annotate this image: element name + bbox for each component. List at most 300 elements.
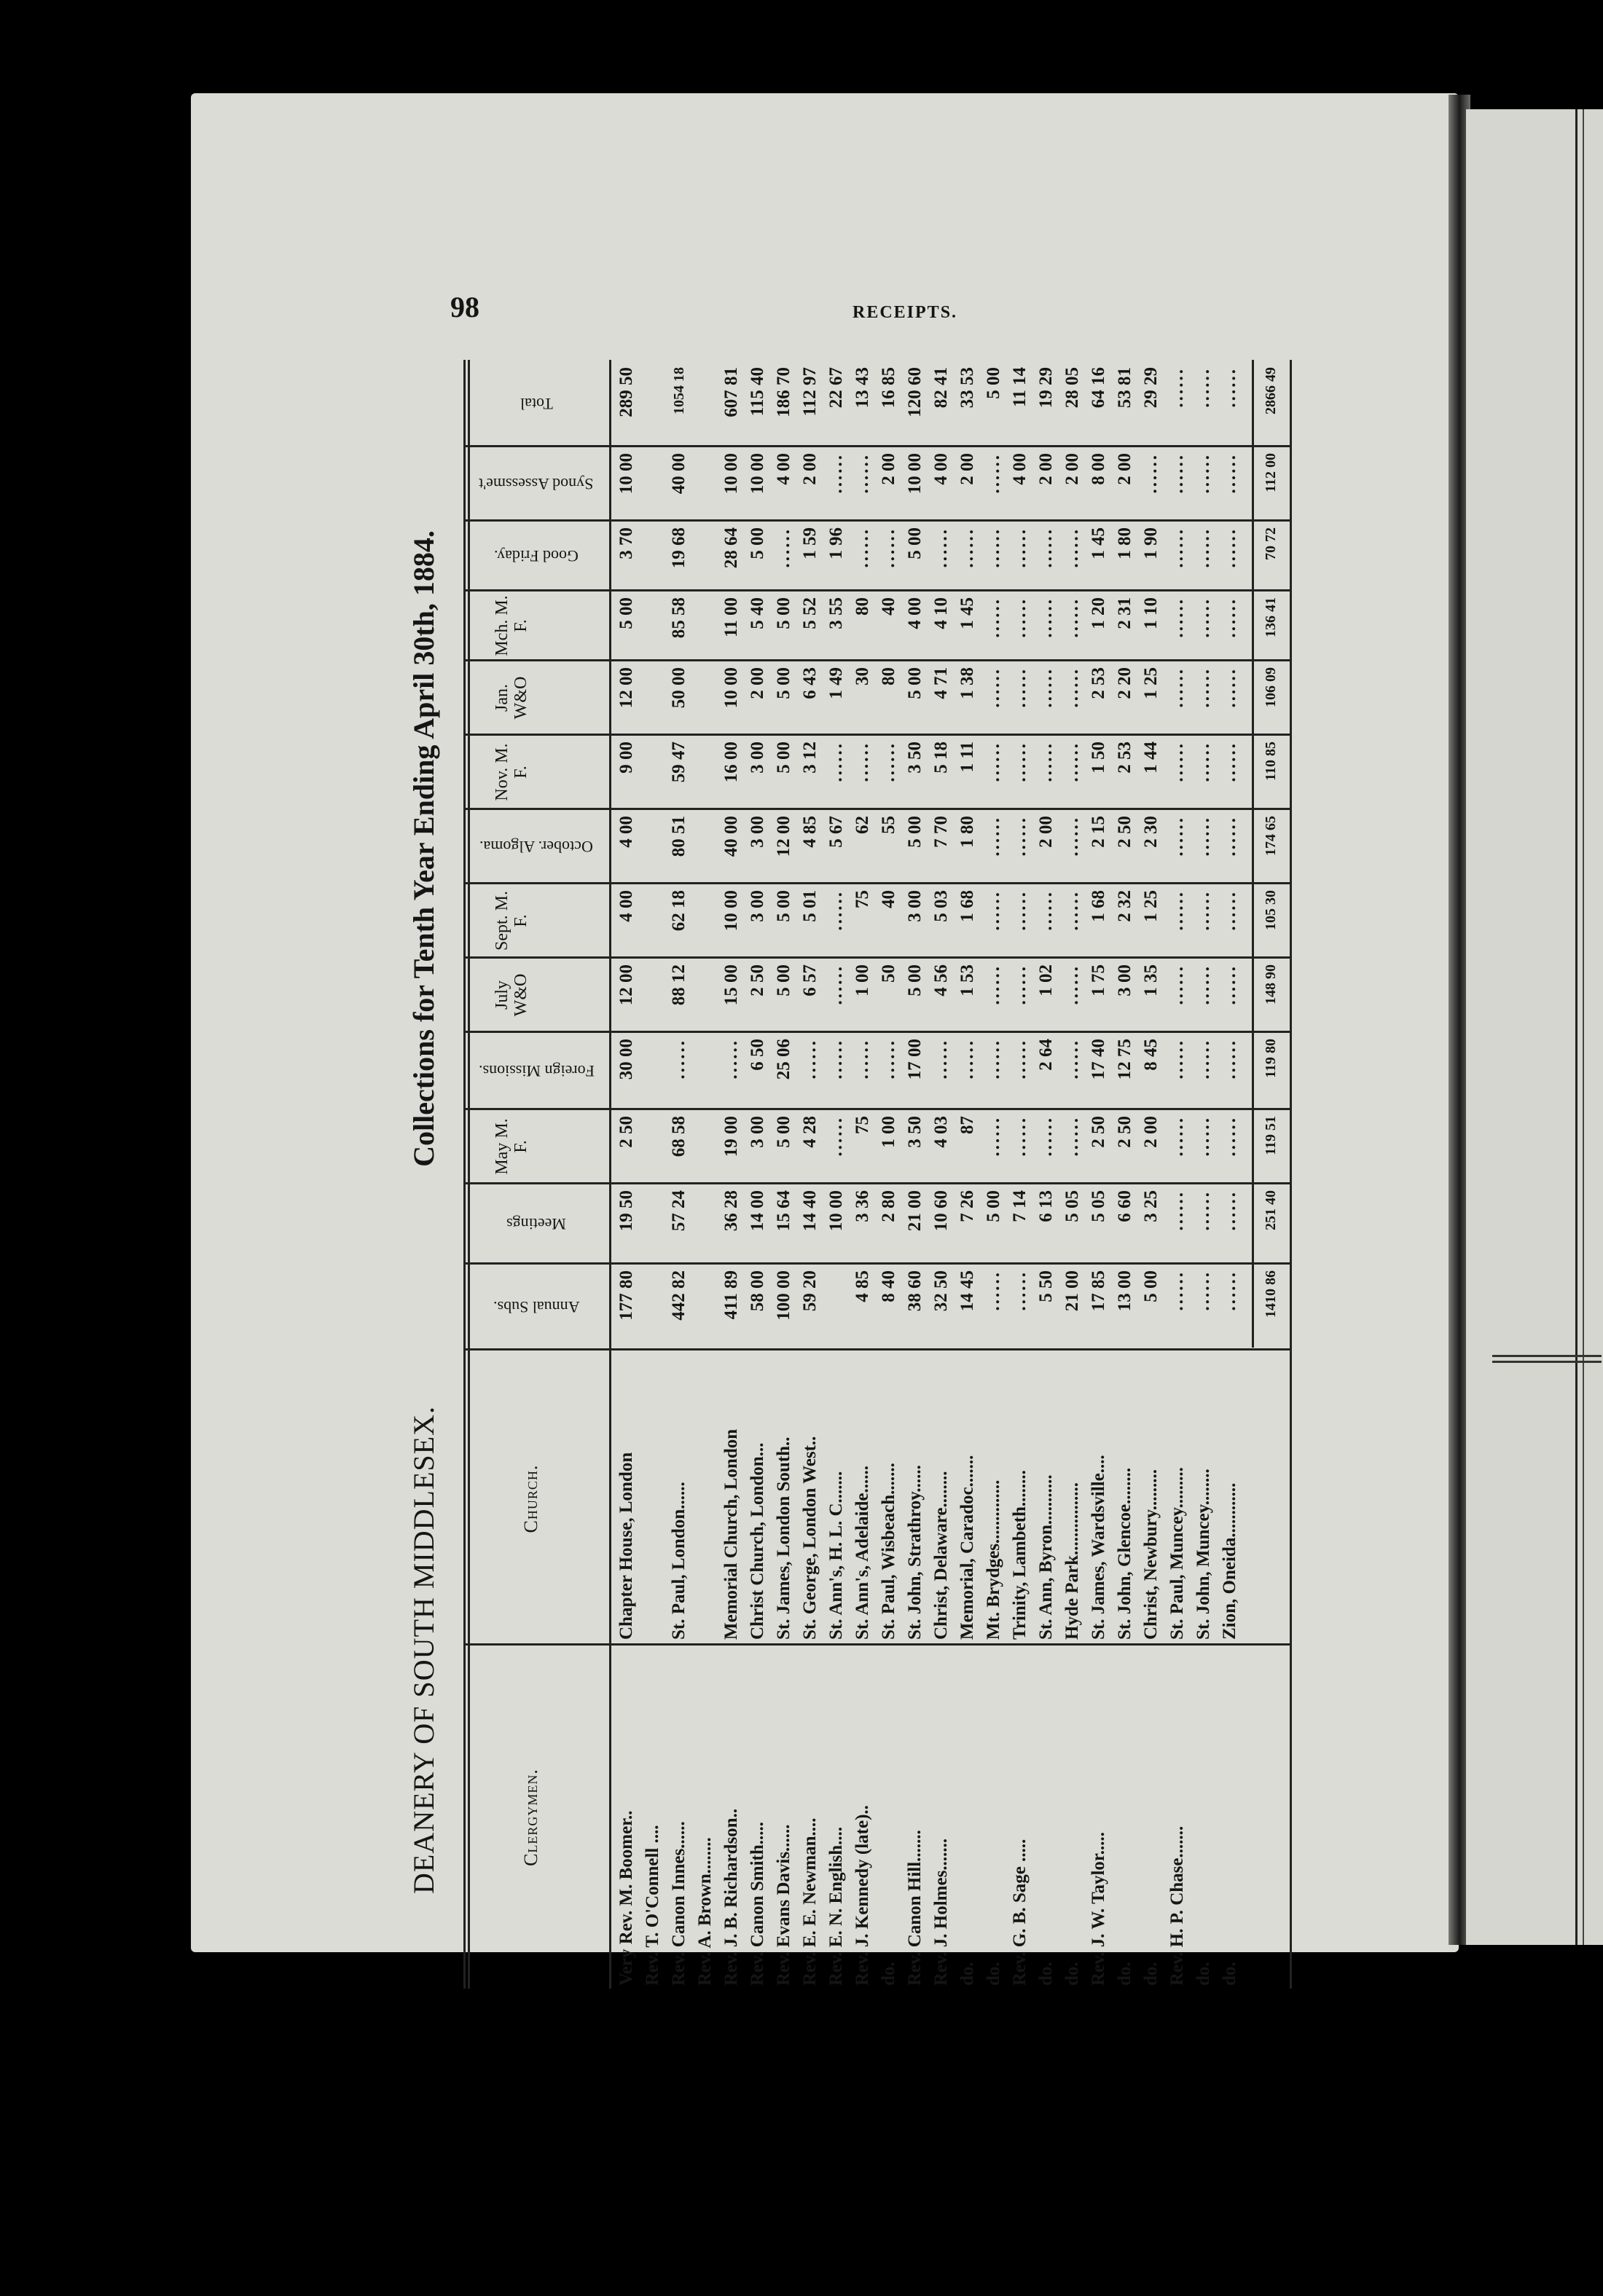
amount-cell: ......	[1167, 1039, 1187, 1080]
amount-cell: 1 10	[1141, 597, 1161, 629]
amount-cell: ......	[1010, 816, 1030, 857]
amount-cell: 4 00	[1010, 453, 1030, 485]
amount-cell: ......	[1167, 527, 1187, 568]
column-header-sept: Sept. M. F.	[493, 891, 530, 951]
amount-cell: 8 45	[1141, 1039, 1161, 1071]
column-header-label: Meetings	[506, 1215, 566, 1233]
amount-cell: 58 00	[748, 1270, 767, 1312]
amount-cell: ......	[984, 453, 1003, 494]
amount-cell: ......	[1010, 527, 1030, 568]
amount-cell: 2 50	[748, 964, 767, 996]
amount-cell: 25 06	[774, 1039, 793, 1080]
amount-cell: 28 64	[721, 527, 741, 569]
amount-cell: ......	[1062, 667, 1082, 708]
amount-cell: 5 00	[1141, 1270, 1161, 1302]
amount-cell: 88 12	[669, 964, 689, 1006]
clergyman-cell: Rev. J. W. Taylor.....	[1089, 1832, 1108, 1986]
church-cell: Christ Church, London...	[748, 1442, 767, 1640]
amount-cell: 3 00	[748, 742, 767, 774]
amount-cell: ......	[879, 527, 898, 568]
amount-cell: 4 00	[774, 453, 793, 485]
facing-page-rule	[1492, 1355, 1602, 1357]
amount-cell: 21 00	[1062, 1270, 1082, 1312]
amount-cell: 1 53	[957, 964, 977, 996]
clergyman-cell: Rev. Canon Innes......	[669, 1821, 689, 1986]
amount-cell: 17 40	[1089, 1039, 1108, 1080]
amount-cell: 40	[879, 597, 898, 616]
amount-cell: 2 00	[1115, 453, 1134, 485]
total-cell: 70 72	[1263, 527, 1279, 560]
amount-cell: 9 00	[616, 742, 636, 774]
amount-cell: 2 53	[1089, 667, 1108, 699]
church-cell: St. Paul, London......	[669, 1482, 689, 1640]
amount-cell: 2 53	[1115, 742, 1134, 774]
amount-cell: ......	[800, 1039, 820, 1080]
amount-cell: 40 00	[721, 816, 741, 857]
amount-cell: ......	[1220, 1039, 1239, 1080]
amount-cell: 5 00	[774, 1116, 793, 1148]
amount-cell: ......	[1194, 1190, 1213, 1231]
amount-cell: 1 02	[1036, 964, 1056, 996]
amount-cell: 2 00	[748, 667, 767, 699]
amount-cell: 7 70	[931, 816, 951, 848]
amount-cell: 50 00	[669, 667, 689, 709]
amount-cell: 36 28	[721, 1190, 741, 1232]
column-header-nov: Nov. M. F.	[493, 743, 530, 801]
amount-cell: ......	[1167, 1270, 1187, 1311]
amount-cell: ......	[826, 1039, 846, 1080]
amount-cell: ......	[1062, 1116, 1082, 1157]
amount-cell: ......	[1220, 667, 1239, 708]
amount-cell: 30 00	[616, 1039, 636, 1080]
amount-cell: 5 00	[905, 667, 925, 699]
amount-cell: 5 52	[800, 597, 820, 629]
amount-cell: 2 00	[1062, 453, 1082, 485]
clergyman-cell: do.	[879, 1962, 898, 1986]
amount-cell: ......	[1220, 453, 1239, 494]
amount-cell: ......	[853, 527, 872, 568]
amount-cell: ......	[931, 1039, 951, 1080]
amount-cell: 19 00	[721, 1116, 741, 1157]
amount-cell: 186 70	[774, 367, 793, 417]
amount-cell: ......	[1010, 1116, 1030, 1157]
amount-cell: 1 20	[1089, 597, 1108, 629]
amount-cell: 5 00	[905, 964, 925, 996]
amount-cell: 4 00	[931, 453, 951, 485]
amount-cell: 411 89	[721, 1270, 741, 1320]
amount-cell: 8 00	[1089, 453, 1108, 485]
amount-cell: 5 00	[774, 597, 793, 629]
amount-cell: ......	[984, 667, 1003, 708]
column-header-jan: Jan. W&O	[493, 676, 530, 720]
clergyman-cell: Very Rev. M. Boomer..	[616, 1810, 636, 1986]
amount-cell: ......	[1062, 964, 1082, 1005]
church-cell: St. Ann's, Adelaide......	[853, 1466, 872, 1640]
amount-cell: ......	[826, 964, 846, 1005]
clergyman-cell: do.	[1194, 1962, 1213, 1986]
amount-cell: 38 60	[905, 1270, 925, 1312]
amount-cell: 10 00	[721, 667, 741, 709]
amount-cell: ......	[957, 527, 977, 568]
church-cell: St. James, Wardsville....	[1089, 1455, 1108, 1640]
clergyman-cell: Rev. H. P. Chase.......	[1167, 1825, 1187, 1986]
church-cell: St. Ann's, H. L. C.......	[826, 1471, 846, 1640]
column-header-clergyman: Clergymen.	[520, 1769, 541, 1866]
amount-cell: 3 55	[826, 597, 846, 629]
amount-cell: 4 28	[800, 1116, 820, 1148]
amount-cell: 2 00	[1036, 816, 1056, 848]
amount-cell: ......	[1220, 597, 1239, 638]
church-cell: St. James, London South..	[774, 1436, 793, 1640]
amount-cell: 85 58	[669, 597, 689, 639]
amount-cell: 4 85	[800, 816, 820, 848]
amount-cell: ......	[853, 1039, 872, 1080]
amount-cell: ......	[1010, 597, 1030, 638]
amount-cell: ......	[1167, 453, 1187, 494]
clergyman-cell: Rev. E. E. Newman....	[800, 1817, 820, 1986]
amount-cell: ......	[1194, 367, 1213, 408]
amount-cell: 10 00	[748, 453, 767, 495]
amount-cell: ......	[1167, 890, 1187, 931]
amount-cell: 10 60	[931, 1190, 951, 1232]
amount-cell: ......	[1036, 527, 1056, 568]
amount-cell: 15 00	[721, 964, 741, 1006]
amount-cell: ......	[1194, 453, 1213, 494]
amount-cell: ......	[1010, 1270, 1030, 1311]
church-cell: St. John, Glencoe........	[1115, 1467, 1134, 1640]
amount-cell: 53 81	[1115, 367, 1134, 409]
amount-cell: ......	[1062, 1039, 1082, 1080]
amount-cell: 15 64	[774, 1190, 793, 1232]
amount-cell: ......	[1194, 1270, 1213, 1311]
amount-cell: ......	[879, 1039, 898, 1080]
amount-cell: ......	[1167, 367, 1187, 408]
amount-cell: 29 29	[1141, 367, 1161, 409]
church-cell: Christ, Newbury.........	[1141, 1469, 1161, 1640]
amount-cell: 14 00	[748, 1190, 767, 1232]
amount-cell: ......	[1220, 816, 1239, 857]
amount-cell: 19 50	[616, 1190, 636, 1232]
amount-cell: 5 01	[800, 890, 820, 922]
amount-cell: ......	[1062, 527, 1082, 568]
amount-cell: ......	[1194, 597, 1213, 638]
column-rule	[463, 808, 1290, 810]
amount-cell: 4 10	[931, 597, 951, 629]
amount-cell: 10 00	[826, 1190, 846, 1232]
amount-cell: 2 50	[1115, 1116, 1134, 1148]
amount-cell: ......	[1220, 527, 1239, 568]
amount-cell: ......	[1141, 453, 1161, 494]
amount-cell: 12 00	[774, 816, 793, 857]
total-cell: 110 85	[1263, 742, 1279, 781]
amount-cell: ......	[1167, 742, 1187, 782]
amount-cell: 75	[853, 890, 872, 908]
amount-cell: ......	[957, 1039, 977, 1080]
amount-cell: 59 47	[669, 742, 689, 783]
amount-cell: 5 00	[905, 527, 925, 559]
amount-cell: 1 90	[1141, 527, 1161, 559]
amount-cell: ......	[1010, 667, 1030, 708]
column-header-october	[471, 811, 602, 881]
amount-cell: 87	[957, 1116, 977, 1134]
total-cell: 1410 86	[1263, 1270, 1279, 1318]
amount-cell: 1 11	[957, 742, 977, 773]
amount-cell: ......	[1010, 890, 1030, 931]
amount-cell: 3 00	[1115, 964, 1134, 996]
amount-cell: 30	[853, 667, 872, 685]
amount-cell: ......	[1036, 1116, 1056, 1157]
amount-cell: 4 00	[616, 890, 636, 922]
church-cell: Memorial, Caradoc.......	[957, 1455, 977, 1640]
column-header-foreign	[471, 1034, 602, 1107]
amount-cell: ......	[853, 453, 872, 494]
amount-cell: 1 50	[1089, 742, 1108, 774]
amount-cell: 6 43	[800, 667, 820, 699]
total-cell: 148 90	[1263, 964, 1279, 1004]
amount-cell: ......	[1194, 1039, 1213, 1080]
total-cell: 112 00	[1263, 453, 1279, 492]
clergyman-cell: do.	[1036, 1962, 1056, 1986]
amount-cell: 1 25	[1141, 890, 1161, 922]
amount-cell: 17 85	[1089, 1270, 1108, 1312]
amount-cell: 120 60	[905, 367, 925, 417]
amount-cell: 75	[853, 1116, 872, 1134]
amount-cell: 442 82	[669, 1270, 689, 1321]
amount-cell: 2 32	[1115, 890, 1134, 922]
amount-cell: ......	[721, 1039, 741, 1080]
amount-cell: 5 18	[931, 742, 951, 774]
amount-cell: 1 44	[1141, 742, 1161, 774]
amount-cell: 6 50	[748, 1039, 767, 1071]
amount-cell: ......	[879, 742, 898, 782]
amount-cell: ......	[984, 1116, 1003, 1157]
amount-cell: ......	[1194, 816, 1213, 857]
amount-cell: ......	[1010, 1039, 1030, 1080]
amount-cell: 82 41	[931, 367, 951, 409]
amount-cell: ......	[1220, 964, 1239, 1005]
amount-cell: ......	[826, 453, 846, 494]
amount-cell: 13 00	[1115, 1270, 1134, 1312]
amount-cell: 1 96	[826, 527, 846, 559]
amount-cell: ......	[1167, 597, 1187, 638]
amount-cell: 5 50	[1036, 1270, 1056, 1302]
total-cell: 136 41	[1263, 597, 1279, 637]
column-header-church: Church.	[520, 1464, 541, 1533]
amount-cell: 80	[879, 667, 898, 685]
amount-cell: 4 85	[853, 1270, 872, 1302]
total-cell: 105 30	[1263, 890, 1279, 930]
clergyman-cell: Rev. J. Holmes.......	[931, 1838, 951, 1986]
amount-cell: ......	[984, 742, 1003, 782]
amount-cell: 1 35	[1141, 964, 1161, 996]
clergyman-cell: Rev. Evans Davis......	[774, 1824, 793, 1986]
table-rule	[609, 360, 611, 1989]
column-header-good-friday	[471, 523, 602, 589]
amount-cell: 68 58	[669, 1116, 689, 1157]
column-header-label: Total	[520, 395, 553, 413]
amount-cell: 100 00	[774, 1270, 793, 1321]
amount-cell: 5 00	[905, 816, 925, 848]
amount-cell: 7 14	[1010, 1190, 1030, 1222]
amount-cell: 16 85	[879, 367, 898, 409]
amount-cell: ......	[1220, 1270, 1239, 1311]
amount-cell: 28 05	[1062, 367, 1082, 409]
amount-cell: ......	[1062, 890, 1082, 931]
amount-cell: ......	[1062, 816, 1082, 857]
church-cell: Christ, Delaware........	[931, 1471, 951, 1640]
amount-cell: 5 00	[984, 367, 1003, 399]
amount-cell: 5 05	[1062, 1190, 1082, 1222]
clergyman-cell: Rev. Canon Hill.......	[905, 1830, 925, 1986]
amount-cell: 12 00	[616, 667, 636, 709]
amount-cell: ......	[1036, 667, 1056, 708]
column-rule	[463, 1182, 1290, 1184]
amount-cell: ......	[984, 1039, 1003, 1080]
amount-cell: 6 60	[1115, 1190, 1134, 1222]
amount-cell: 12 75	[1115, 1039, 1134, 1080]
amount-cell: 14 40	[800, 1190, 820, 1232]
clergyman-cell: Rev. E. N. English....	[826, 1826, 846, 1986]
amount-cell: ......	[826, 1116, 846, 1157]
amount-cell: ......	[826, 742, 846, 782]
amount-cell: 5 00	[984, 1190, 1003, 1222]
column-rule	[463, 659, 1290, 661]
amount-cell: 177 80	[616, 1270, 636, 1321]
amount-cell: 5 00	[616, 597, 636, 629]
amount-cell: 64 16	[1089, 367, 1108, 409]
amount-cell: 1 49	[826, 667, 846, 699]
amount-cell: 62	[853, 816, 872, 834]
amount-cell: 59 20	[800, 1270, 820, 1312]
amount-cell: 50	[879, 964, 898, 983]
clergyman-cell: Rev. J. B. Richardson..	[721, 1808, 741, 1986]
amount-cell: 3 50	[905, 1116, 925, 1148]
amount-cell: 3 00	[748, 890, 767, 922]
facing-page-rule	[1492, 1361, 1602, 1363]
column-rule	[463, 1262, 1290, 1265]
column-rule	[463, 589, 1290, 591]
facing-page-rule	[1575, 109, 1577, 1945]
column-header-meetings	[471, 1186, 602, 1262]
total-cell: 251 40	[1263, 1190, 1279, 1230]
clergyman-cell: do.	[1220, 1962, 1239, 1986]
amount-cell: ......	[1220, 1190, 1239, 1231]
amount-cell: 5 05	[1089, 1190, 1108, 1222]
amount-cell: 14 45	[957, 1270, 977, 1312]
amount-cell: 10 00	[721, 890, 741, 932]
amount-cell: 7 26	[957, 1190, 977, 1222]
amount-cell: ......	[984, 890, 1003, 931]
amount-cell: 3 00	[905, 890, 925, 922]
amount-cell: ......	[1062, 742, 1082, 782]
total-cell: 2866 49	[1263, 367, 1279, 414]
total-cell: 174 65	[1263, 816, 1279, 856]
clergyman-cell: do.	[1115, 1962, 1134, 1986]
amount-cell: 5 00	[774, 964, 793, 996]
amount-cell: 5 03	[931, 890, 951, 922]
amount-cell: ......	[1194, 964, 1213, 1005]
amount-cell: ......	[826, 890, 846, 931]
amount-cell: 62 18	[669, 890, 689, 932]
amount-cell: 2 80	[879, 1190, 898, 1222]
amount-cell: 6 57	[800, 964, 820, 996]
amount-cell: ......	[1010, 964, 1030, 1005]
column-header-july: July W&O	[493, 973, 530, 1017]
facing-page-rule	[1583, 109, 1584, 1945]
amount-cell: ......	[1220, 890, 1239, 931]
amount-cell: ......	[1010, 742, 1030, 782]
amount-cell: 5 00	[774, 667, 793, 699]
amount-cell: 1 68	[957, 890, 977, 922]
column-header-mch: Mch. M. F.	[493, 595, 530, 656]
column-rule	[463, 956, 1290, 959]
amount-cell: ......	[931, 527, 951, 568]
amount-cell: 1054 18	[671, 367, 687, 414]
amount-cell: 6 13	[1036, 1190, 1056, 1222]
amount-cell: 19 29	[1036, 367, 1056, 409]
amount-cell: ......	[1167, 964, 1187, 1005]
amount-cell: ......	[984, 964, 1003, 1005]
amount-cell: ......	[984, 1270, 1003, 1311]
church-cell: Zion, Oneida............	[1220, 1482, 1239, 1640]
amount-cell: ......	[1062, 597, 1082, 638]
amount-cell: ......	[1167, 1190, 1187, 1231]
church-cell: Mt. Brydges..............	[984, 1479, 1003, 1640]
amount-cell: 10 00	[721, 453, 741, 495]
column-rule	[463, 1643, 1290, 1646]
column-rule	[463, 1108, 1290, 1110]
amount-cell: 2 31	[1115, 597, 1134, 629]
amount-cell: 1 80	[957, 816, 977, 848]
church-cell: Trinity, Lambeth........	[1010, 1470, 1030, 1640]
amount-cell: 17 00	[905, 1039, 925, 1080]
column-rule	[463, 734, 1290, 736]
amount-cell: 3 50	[905, 742, 925, 774]
amount-cell: 5 00	[748, 527, 767, 559]
total-cell: 119 80	[1263, 1039, 1279, 1078]
column-header-label: Good Friday.	[494, 547, 579, 565]
amount-cell: ......	[1194, 1116, 1213, 1157]
amount-cell: 3 12	[800, 742, 820, 774]
amount-cell: 40 00	[669, 453, 689, 495]
amount-cell: ......	[1167, 816, 1187, 857]
deanery-heading: DEANERY OF SOUTH MIDDLESEX.	[407, 1406, 440, 1894]
amount-cell: 1 45	[957, 597, 977, 629]
amount-cell: 80	[853, 597, 872, 616]
church-cell: St. John, Strathroy......	[905, 1465, 925, 1640]
table-rule	[1252, 360, 1254, 1348]
amount-cell: 607 81	[721, 367, 741, 417]
amount-cell: ......	[1220, 742, 1239, 782]
amount-cell: 3 70	[616, 527, 636, 559]
page-number: 98	[450, 291, 479, 323]
clergyman-cell: do.	[984, 1962, 1003, 1986]
facing-page-fragment	[1466, 109, 1603, 1945]
column-rule	[463, 519, 1290, 522]
amount-cell: 4 03	[931, 1116, 951, 1148]
amount-cell: 1 80	[1115, 527, 1134, 559]
clergyman-cell: do.	[957, 1962, 977, 1986]
amount-cell: 2 30	[1141, 816, 1161, 848]
amount-cell: ......	[669, 1039, 689, 1080]
church-cell: Hyde Park................	[1062, 1482, 1082, 1640]
clergyman-cell: do.	[1062, 1962, 1082, 1986]
amount-cell: 12 00	[616, 964, 636, 1006]
amount-cell: ......	[984, 527, 1003, 568]
amount-cell: 2 50	[1089, 1116, 1108, 1148]
clergyman-cell: Rev. T. O'Connell ....	[643, 1825, 662, 1986]
amount-cell: 3 00	[748, 1116, 767, 1148]
